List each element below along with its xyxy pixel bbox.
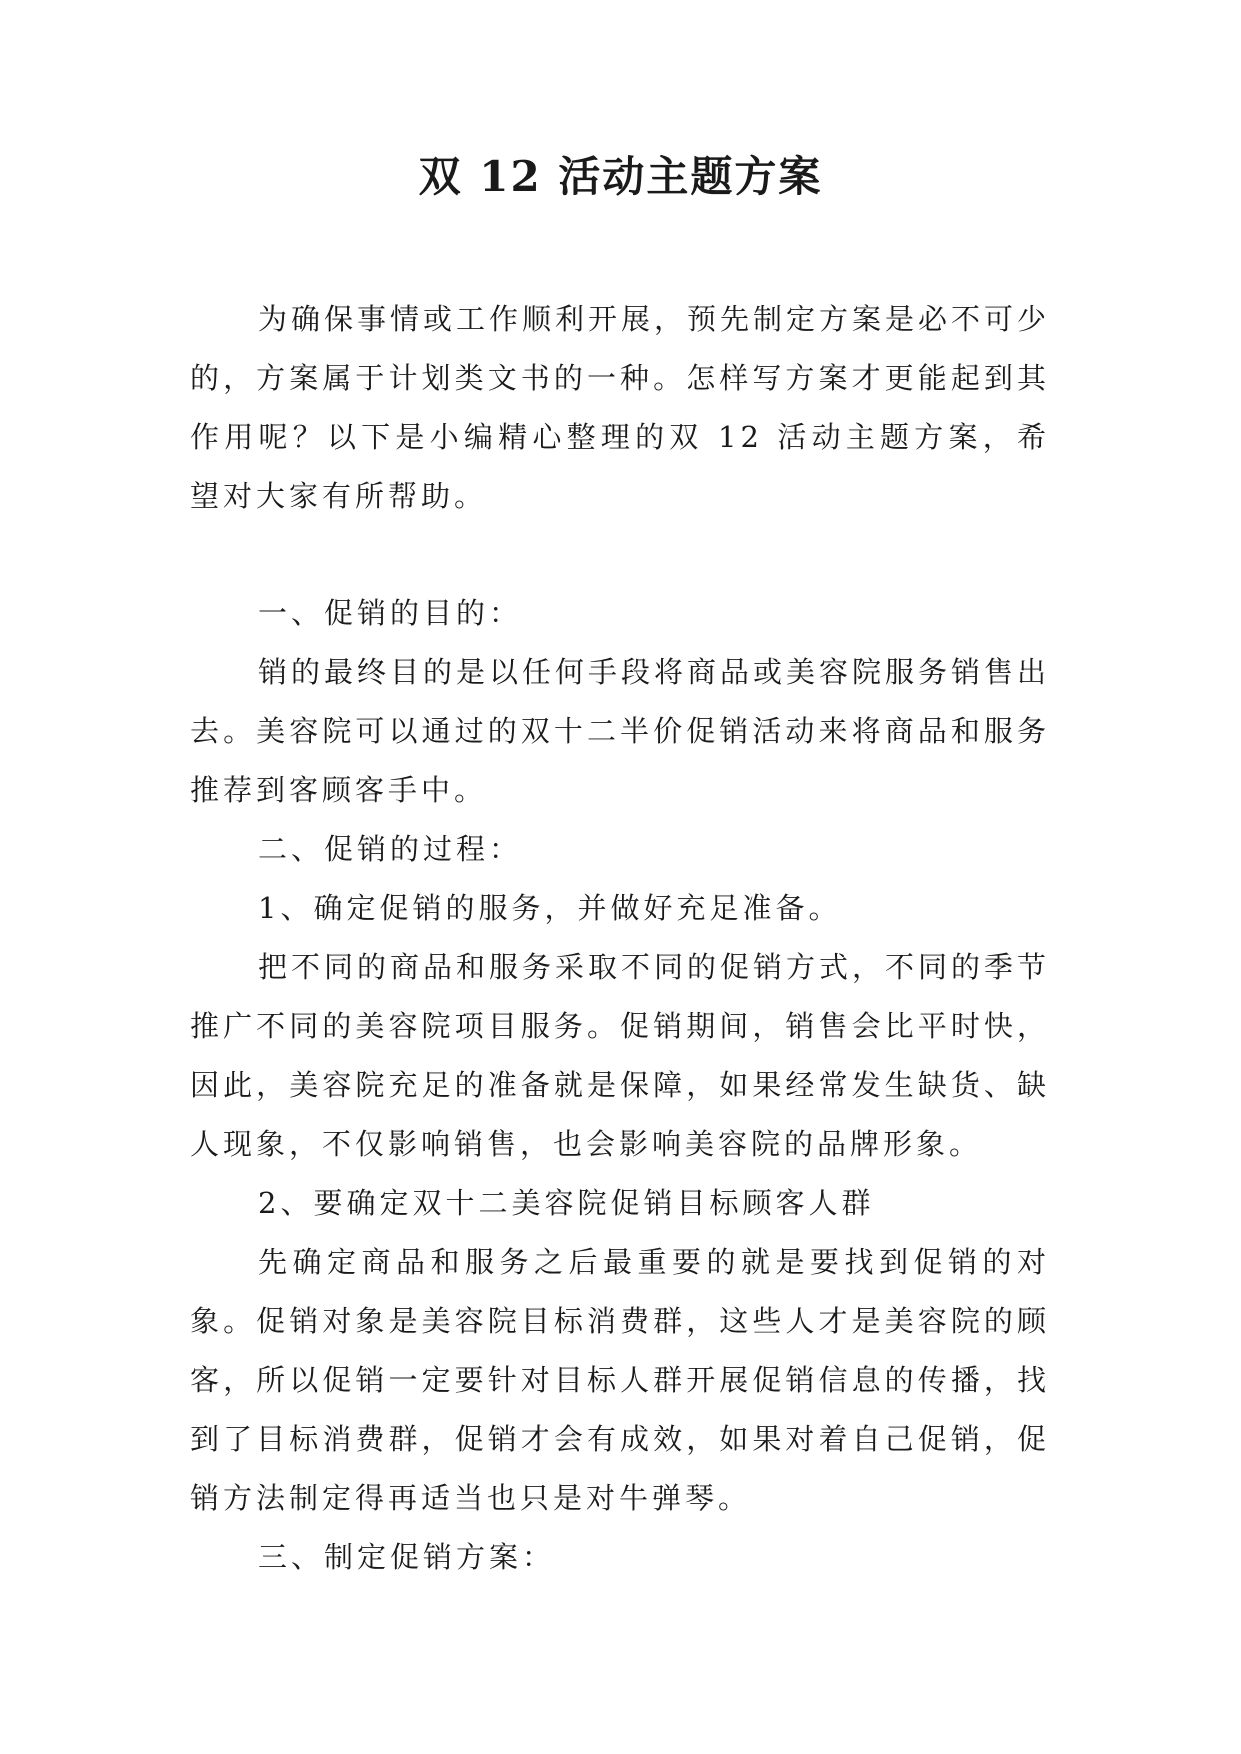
document-title: 双 12 活动主题方案 — [418, 152, 823, 201]
intro-paragraph: 为确保事情或工作顺利开展，预先制定方案是必不可少的，方案属于计划类文书的一种。怎样写方案才更能起到其作用呢？以下是小编精心整理的双 12 活动主题方案，希望对大家有所帮助。 — [190, 302, 1051, 513]
process-step-2-paragraph: 先确定商品和服务之后最重要的就是要找到促销的对象。促销对象是美容院目标消费群，这些人才是美容院的顾客，所以促销一定要针对目标人群开展促销信息的传播，找到了目标消费群，促销才会有成效，如果对着自己促销，促销方法制定得再适当也只是对牛弹琴。 — [190, 1245, 1050, 1515]
process-step-1-paragraph: 把不同的商品和服务采取不同的促销方式，不同的季节推广不同的美容院项目服务。促销期间，销售会比平时快，因此，美容院充足的准备就是保障，如果经常发生缺货、缺人现象，不仅影响销售，也会影响美容院的品牌形象。 — [190, 950, 1051, 1161]
section-heading-purpose: 一、促销的目的： — [258, 596, 523, 630]
section-heading-process: 二、促销的过程： — [258, 832, 523, 866]
paragraph-spacer — [190, 526, 1050, 584]
purpose-paragraph: 销的最终目的是以任何手段将商品或美容院服务销售出去。美容院可以通过的双十二半价促销活动来将商品和服务推荐到客顾客手中。 — [190, 655, 1051, 807]
section-heading-plan: 三、制定促销方案： — [258, 1540, 556, 1574]
process-step-1-heading: 1、确定促销的服务，并做好充足准备。 — [258, 891, 842, 925]
document-body — [190, 290, 1050, 1587]
process-step-2-heading: 2、要确定双十二美容院促销目标顾客人群 — [258, 1186, 875, 1220]
